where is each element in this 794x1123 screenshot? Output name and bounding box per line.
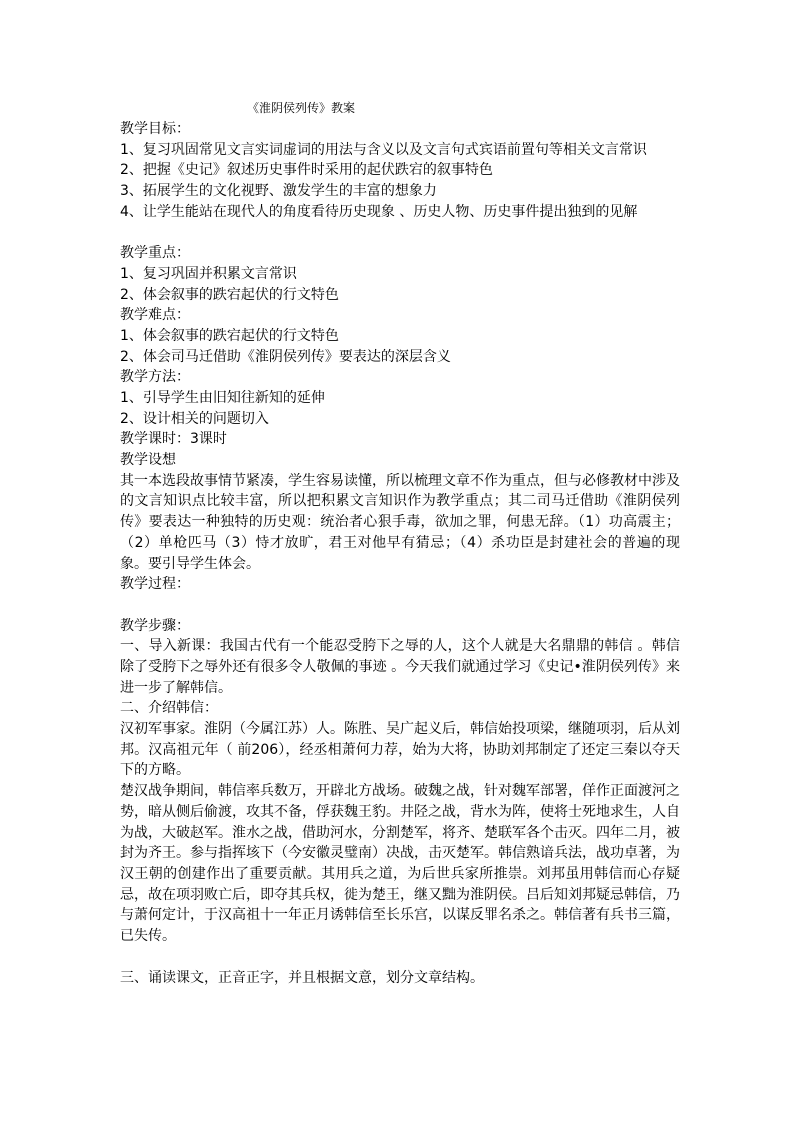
document-body [120, 119, 680, 988]
methods-heading: 教学方法： [120, 369, 190, 386]
difficulty-item: 1、体会叙事的跌宕起伏的行文特色 [120, 327, 339, 344]
process-heading: 教学过程： [120, 576, 190, 593]
design-heading: 教学设想 [120, 452, 176, 469]
key-points-heading: 教学重点： [120, 245, 190, 262]
step-intro-paragraph: 一、导入新课：我国古代有一个能忍受胯下之辱的人，这个人就是大名鼎鼎的韩信 。韩信除了受胯下之辱外还有很多令人敬佩的事迹 。今天我们就通过学习《史记•淮阴侯列传》来进一步了解韩信。 [120, 638, 680, 696]
document-title: 《淮阴侯列传》教案 [247, 101, 356, 115]
campaign-paragraph: 楚汉战争期间，韩信率兵数万，开辟北方战场。破魏之战，针对魏军部署，佯作正面渡河之势，暗从侧后偷渡，攻其不备，俘获魏王豹。井陉之战，背水为阵，使将士死地求生，人自为战，大破赵军。淮水之战，借助河水，分割楚军，将齐、楚联军各个击灭。四年二月，被封为齐王。参与指挥垓下（今安徽灵璧南）决战，击灭楚军。韩信熟谙兵法，战功卓著，为汉王朝的创建作出了重要贡献。其用兵之道，为后世兵家所推崇。刘邦虽用韩信而心存疑忌，故在项羽败亡后，即夺其兵权，徙为楚王，继又黜为淮阴侯。吕后知刘邦疑忌韩信，乃与萧何定计，于汉高祖十一年正月诱韩信至长乐宫，以谋反罪名杀之。韩信著有兵书三篇，已失传。 [120, 783, 680, 945]
objective-item: 2、把握《史记》叙述历史事件时采用的起伏跌宕的叙事特色 [120, 162, 493, 179]
blank-line [120, 595, 680, 616]
biography-paragraph: 汉初军事家。淮阴（今属江苏）人。陈胜、吴广起义后，韩信始投项梁，继随项羽，后从刘邦。汉高祖元年（ 前206），经丞相萧何力荐，始为大将，协助刘邦制定了还定三秦以夺天下的方略。 [120, 721, 680, 779]
blank-line [120, 947, 680, 968]
key-point-item: 1、复习巩固并积累文言常识 [120, 265, 297, 282]
difficulties-heading: 教学难点： [120, 307, 190, 324]
objectives-heading: 教学目标： [120, 121, 190, 137]
method-item: 2、设计相关的问题切入 [120, 410, 269, 427]
objective-item: 3、拓展学生的文化视野、激发学生的丰富的想象力 [120, 183, 437, 200]
steps-heading: 教学步骤： [120, 617, 190, 634]
method-item: 1、引导学生由旧知往新知的延伸 [120, 389, 325, 406]
objective-item: 4、让学生能站在现代人的角度看待历史现象 、历史人物、历史事件提出独到的见解 [120, 203, 638, 220]
step-three-line: 三、诵读课文，正音正字，并且根据文意，划分文章结构。 [120, 969, 484, 986]
step-two-heading: 二、介绍韩信： [120, 700, 218, 717]
design-paragraph: 其一本选段故事情节紧凑，学生容易读懂，所以梳理文章不作为重点，但与必修教材中涉及的文言知识点比较丰富，所以把积累文言知识作为教学重点；其二司马迁借助《淮阴侯列传》要表达一种独特的历史观：统治者心狠手毒，欲加之罪，何患无辞。（1）功高震主；（2）单枪匹马（3）恃才放旷，君王对他早有猜忌；（4）杀功臣是封建社会的普遍的现象。要引导学生体会。 [120, 472, 680, 572]
difficulty-item: 2、体会司马迁借助《淮阴侯列传》要表达的深层含义 [120, 348, 451, 365]
teaching-hours: 教学课时：3课时 [120, 431, 227, 448]
key-point-item: 2、体会叙事的跌宕起伏的行文特色 [120, 286, 339, 303]
blank-line [120, 222, 680, 243]
objective-item: 1、复习巩固常见文言实词虚词的用法与含义以及文言句式宾语前置句等相关文言常识 [120, 141, 647, 158]
